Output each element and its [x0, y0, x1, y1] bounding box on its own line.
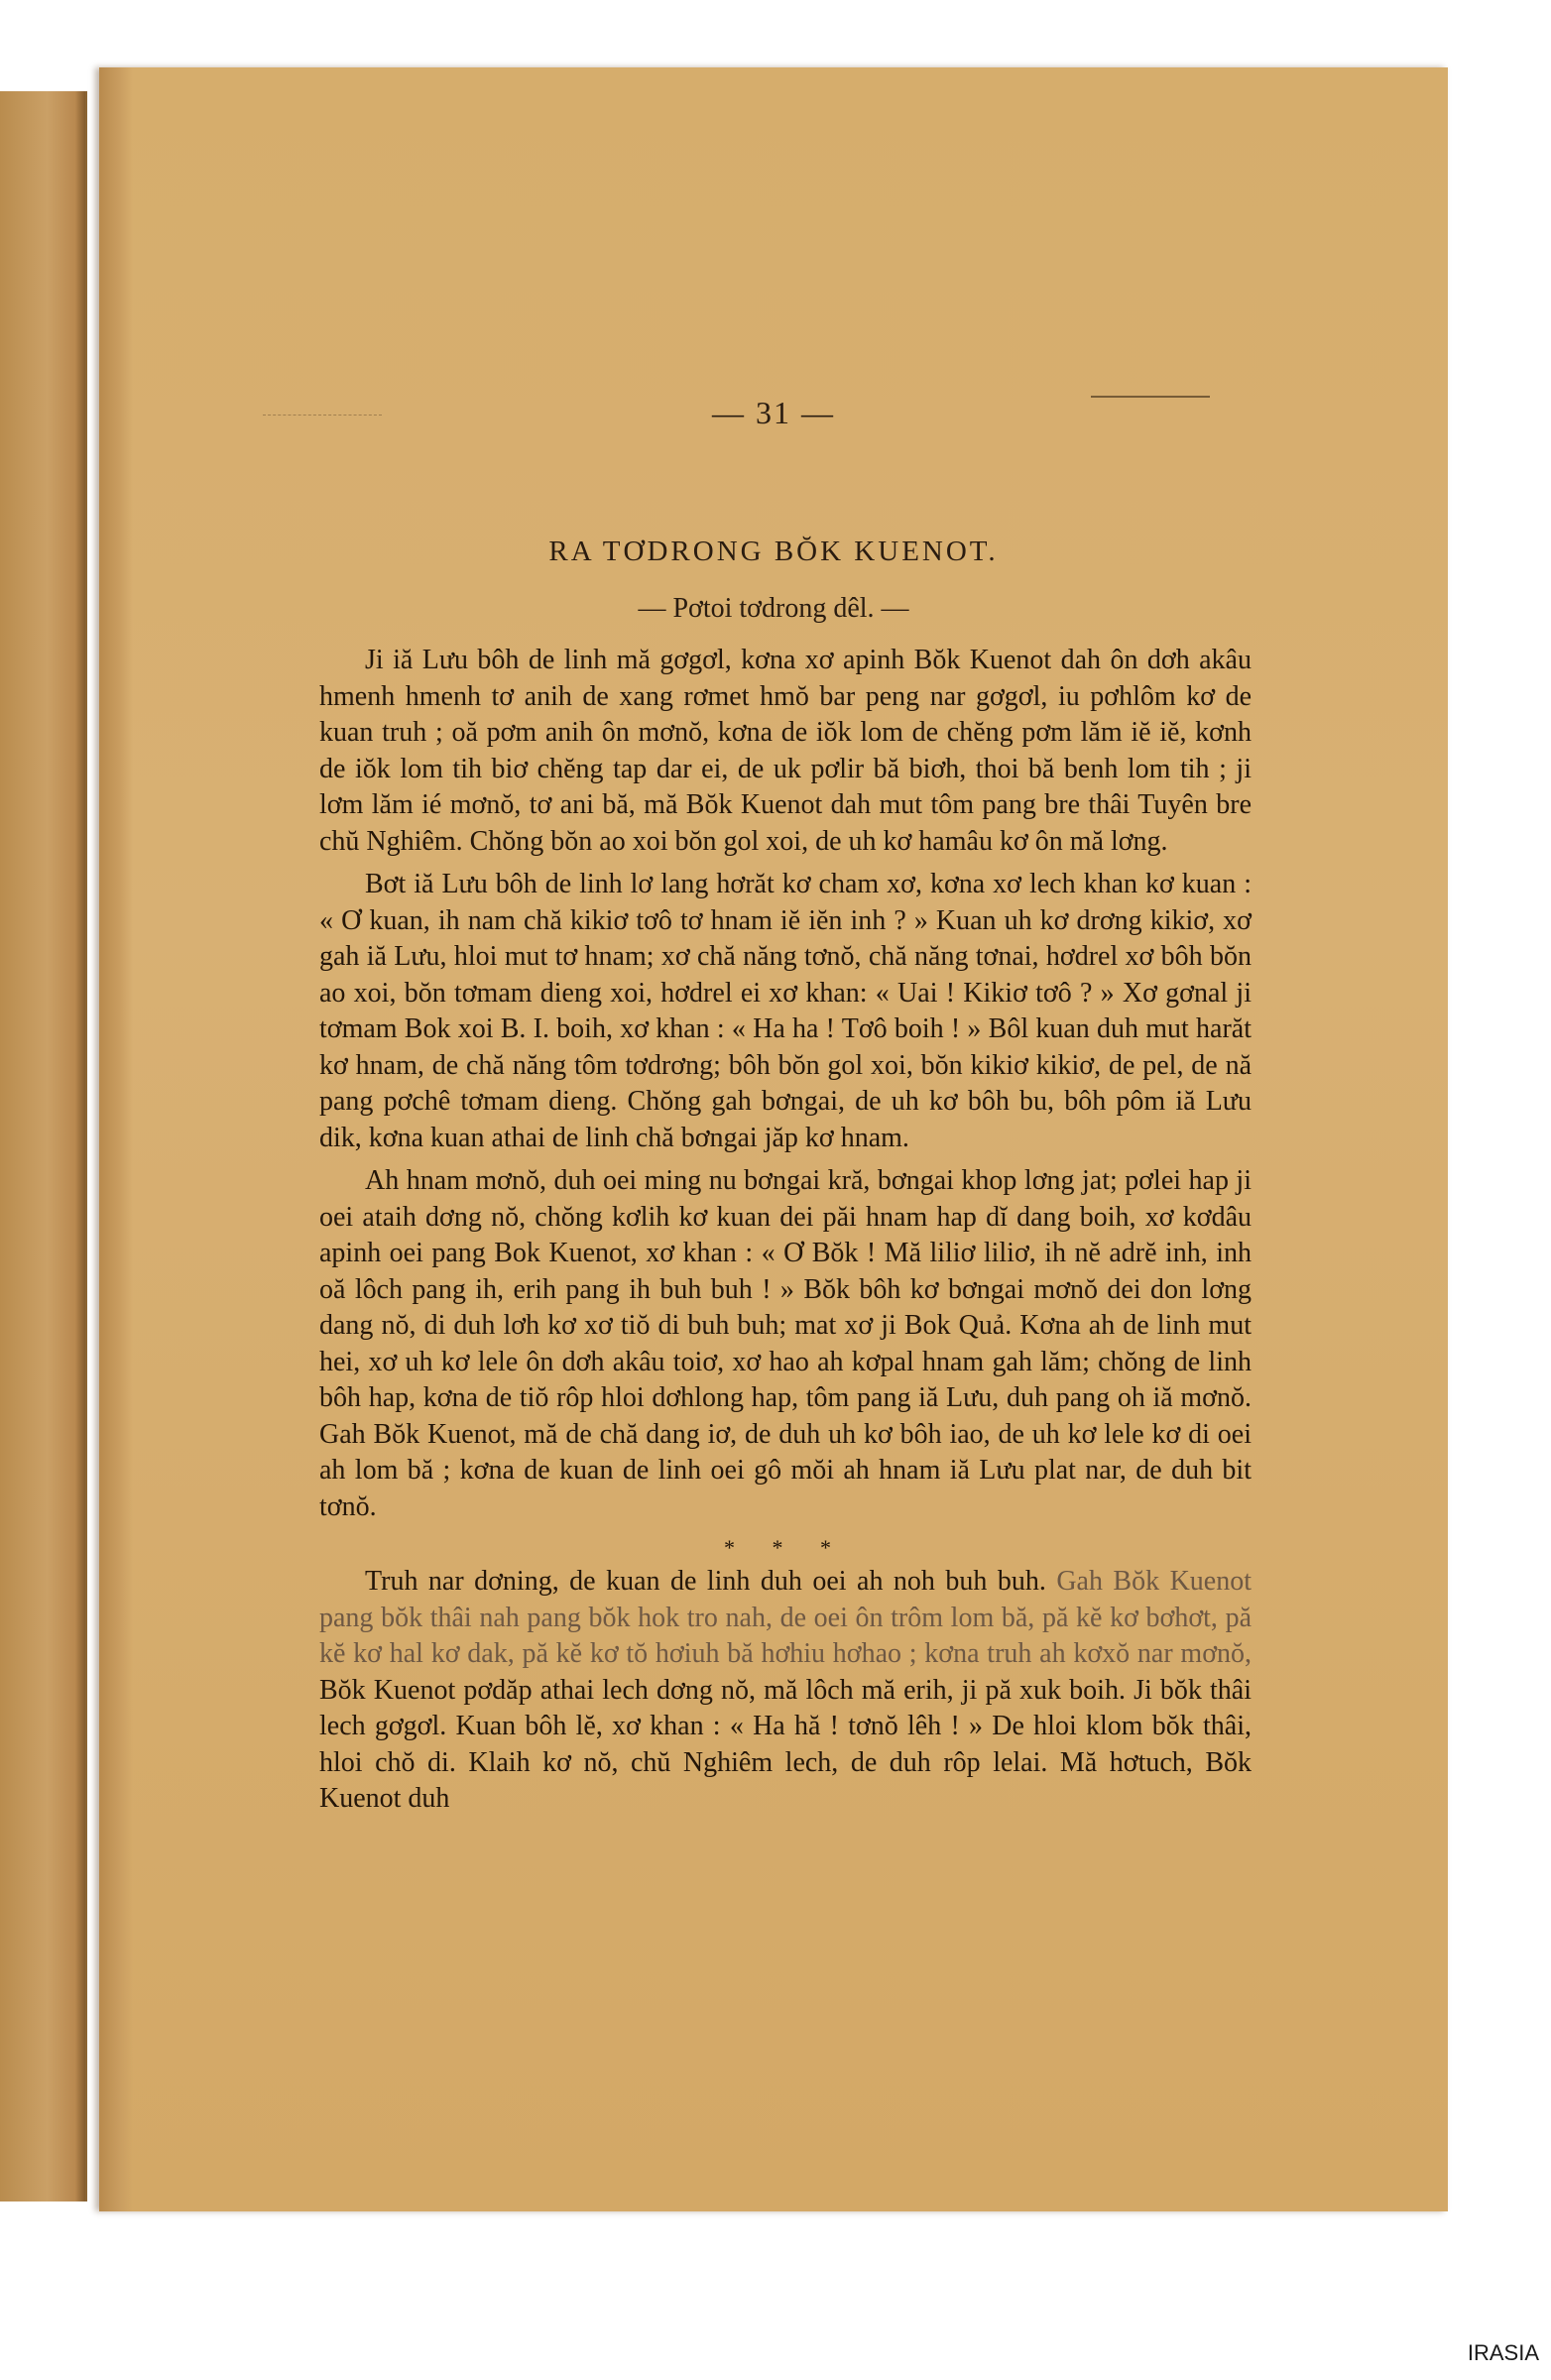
paragraph-1: Ji iă Lưu bôh de linh mă gơgơl, kơna xơ apinh Bŏk Kuenot dah ôn dơh akâu hmenh hmenh tơ anih de xang rơmet hmŏ bar peng nar gơgơl, iu pơhlôm kơ de kuan truh ; oă pơm anih ôn mơnŏ, kơna de iŏk lom de chĕng pơm lăm iĕ iĕ, kơnh de iŏk lom tih biơ chĕng tap dar ei, de uk pơlir bă biơh, thoi bă benh lom tih ; ji lơm lăm ié mơnŏ, tơ ani bă, mă Bŏk Kuenot dah mut tôm pang bre thâi Tuyên bre chŭ Nghiêm. Chŏng bŏn ao xoi bŏn gol xoi, de uh kơ hamâu kơ ôn mă lơng. — [319, 645, 1252, 857]
paragraph-2: Bơt iă Lưu bôh de linh lơ lang hơrăt kơ cham xơ, kơna xơ lech khan kơ kuan : « Ơ kuan, ih nam chă kikiơ tơô tơ hnam iĕ iĕn inh ? » Kuan uh kơ drơng kikiơ, xơ gah iă Lưu, hloi mut tơ hnam; xơ chă năng tơnŏ, chă năng tơnai, hơdrel xơ bôh bŏn ao xoi, bŏn tơmam dieng xoi, hơdrel ei xơ khan: « Uai ! Kikiơ tơô ? » Xơ gơnal ji tơmam Bok xoi B. I. boih, xơ khan : « Ha ha ! Tơô boih ! » Bôl kuan duh mut harăt kơ hnam, de chă năng tôm tơdrơng; bôh bŏn gol xoi, bŏn kikiơ kikiơ, de pel, de nă pang pơchê tơmam dieng. Chŏng gah bơngai, de uh kơ bôh bu, bôh pôm iă Lưu dik, kơna kuan athai de linh chă bơngai jăp kơ hnam. — [319, 869, 1252, 1153]
section-separator: * * * — [724, 1535, 847, 1560]
paragraph-4-rest: Bŏk Kuenot pơdăp athai lech dơng nŏ, mă lôch mă erih, ji pă xuk boih. Ji bŏk thâi lech gơgơl. Kuan bôh lĕ, xơ khan : « Ha hă ! tơnŏ lêh ! » De hloi klom bŏk thâi, hloi chŏ di. Klaih kơ nŏ, chŭ Nghiêm lech, de duh rôp lelai. Mă hơtuch, Bŏk Kuenot duh — [319, 1674, 1252, 1814]
watermark: IRASIA — [1467, 2340, 1539, 2365]
page-number: — 31 — — [712, 395, 835, 430]
paragraph-4 — [319, 1564, 1252, 1818]
story-title: RA TƠDRONG BŎK KUENOT. — [548, 536, 999, 567]
document-page — [99, 67, 1448, 2211]
body-text — [319, 643, 1252, 1825]
left-page-shadow — [75, 91, 85, 2202]
paragraph-3: Ah hnam mơnŏ, duh oei ming nu bơngai kră, bơngai khop lơng jat; pơlei hap ji oei ataih dơng nŏ, chŏng kơlih kơ kuan dei păi hnam hap dĭ dang boih, xơ kơdâu apinh oei pang Bok Kuenot, xơ khan : « Ơ Bŏk ! Mă liliơ liliơ, ih nĕ adrĕ inh, inh oă lôch pang ih, erih pang ih buh buh ! » Bŏk bôh kơ bơngai mơnŏ dei don lơng dang nŏ, di duh lơh kơ xơ tiŏ di buh buh; mat xơ ji Bok Quả. Kơna ah de linh mut hei, xơ uh kơ lele ôn dơh akâu toiơ, xơ hao ah kơpal hnam gah lăm; chŏng de linh bôh hap, kơna de tiŏ rôp hloi dơhlong hap, tôm pang iă Lưu, duh pang oh iă mơnŏ. Gah Bŏk Kuenot, mă de chă dang iơ, de duh uh kơ bôh iao, de uh kơ lele kơ di oei ah lom bă ; kơna de kuan de linh oei gô mŏi ah hnam iă Lưu plat nar, de duh bit tơnŏ. — [319, 1165, 1252, 1522]
paragraph-4-text: Truh nar dơning, de kuan de linh duh oei ah noh buh buh. — [365, 1566, 1046, 1597]
story-subtitle: — Pơtoi tơdrong dêl. — — [638, 593, 909, 624]
paragraph-4-faded-text: Gah Bŏk Kuenot pang bŏk thâi nah pang bŏk hok tro nah, de oei ôn trôm lom bă, pă kĕ kơ bơhơt, pă kĕ kơ hal kơ dak, pă kĕ kơ tŏ hơiuh bă hơhiu hơhao ; kơna truh ah kơxŏ nar mơnŏ, — [319, 1566, 1252, 1669]
left-page-edge — [0, 91, 87, 2202]
page-spine — [99, 67, 133, 2211]
